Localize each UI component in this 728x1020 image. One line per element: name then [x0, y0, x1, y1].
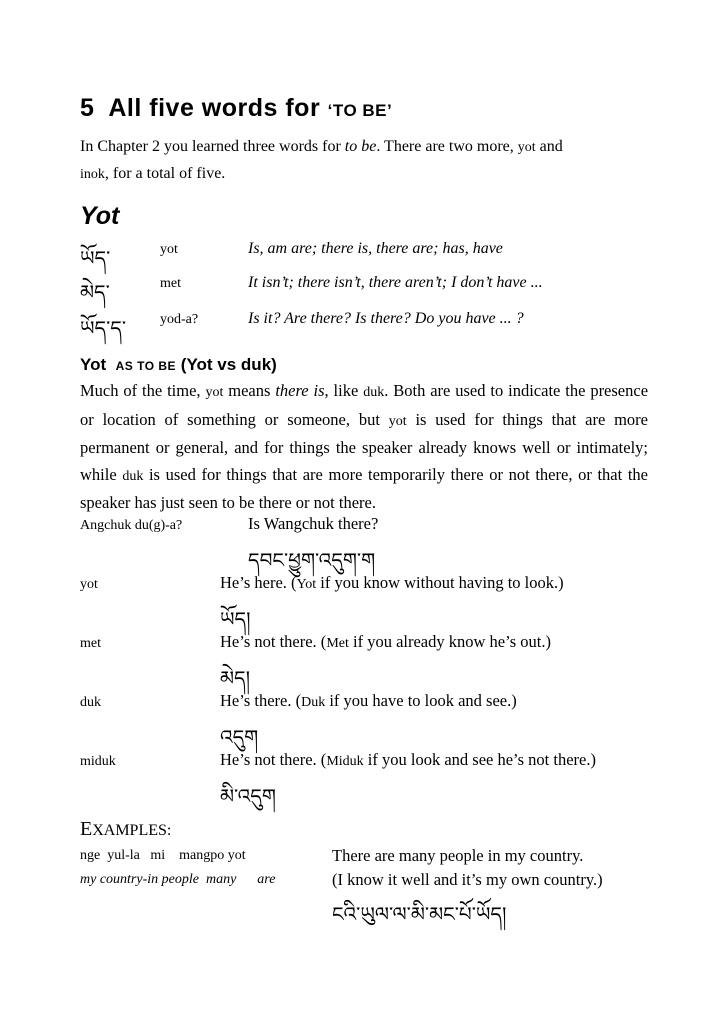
- dialogue-english-rest: if you know without having to look.): [316, 573, 564, 592]
- vocab-row: [80, 270, 650, 304]
- section-title-yot-vs-duk: [80, 355, 277, 375]
- vocab-gloss: Is it? Are there? Is there? Do you have ... ?: [248, 310, 524, 327]
- para-there-is: there is: [275, 381, 325, 400]
- section-vs-title-b: (Yot vs duk): [180, 355, 277, 374]
- intro-text-3: , for a total of five.: [104, 165, 226, 182]
- dialogue-english: [220, 750, 596, 770]
- intro-text-2: . There are two more,: [376, 138, 514, 155]
- vocab-tibetan: མེད་: [80, 280, 110, 304]
- examples-heading-first: E: [80, 818, 93, 840]
- vocab-row: [80, 306, 650, 340]
- vocab-roman: met: [160, 276, 181, 291]
- example-gloss: my country-in people many are: [80, 872, 276, 887]
- dialogue-tibetan: མེད།: [220, 666, 251, 690]
- examples-heading-rest: XAMPLES:: [92, 822, 172, 839]
- para-text: , like: [324, 381, 359, 400]
- dialogue-english-main: He’s here. (: [220, 573, 297, 592]
- vocab-roman: yod-a?: [160, 312, 199, 327]
- section-vs-title-a: Yot: [80, 355, 107, 374]
- example-tibetan: ངའི་ཡུལ་ལ་མི་མང་པོ་ཡོད།: [332, 902, 507, 926]
- para-yot: yot: [388, 413, 407, 429]
- dialogue-english: [220, 632, 551, 652]
- dialogue-english-term: Yot: [296, 577, 317, 592]
- para-text: is used for things that are more permanent or general, and for things the speaker already knows well or intimately; while: [80, 409, 649, 484]
- chapter-title: All five words for: [108, 94, 321, 122]
- vocab-roman: yot: [160, 242, 178, 257]
- intro-to-be: to be: [344, 138, 377, 155]
- examples-heading: [80, 818, 171, 841]
- vocab-tibetan: ཡོད་: [80, 246, 111, 270]
- intro-and: and: [539, 138, 563, 155]
- vocab-gloss: Is, am are; there is, there are; has, have: [248, 240, 503, 257]
- dialogue-english-term: Met: [326, 636, 349, 651]
- dialogue-tibetan: འདུག: [220, 725, 259, 749]
- yot-vs-duk-paragraph: [80, 378, 648, 517]
- dialogue-english-main: He’s not there. (: [220, 750, 327, 769]
- para-text: . Both are used to indicate the presence or location of something or someone, but: [80, 381, 649, 429]
- vocab-row: [80, 236, 650, 270]
- dialogue-english-rest: if you have to look and see.): [325, 691, 517, 710]
- example-roman: nge yul-la mi mangpo yot: [80, 848, 246, 863]
- para-duk: duk: [363, 385, 385, 400]
- para-duk: duk: [122, 468, 144, 484]
- para-text: Much of the time,: [80, 381, 201, 400]
- intro-inok: inok: [80, 167, 105, 182]
- vocab-tibetan: ཡོད་ད་: [80, 316, 127, 340]
- dialogue-english: [220, 691, 517, 711]
- dialogue-label: yot: [80, 577, 98, 592]
- dialogue-tibetan: མི་འདུག: [220, 784, 276, 808]
- section-title-yot: Yot: [80, 202, 120, 230]
- dialogue-english-rest: if you look and see he’s not there.): [363, 750, 596, 769]
- dialogue-label: miduk: [80, 754, 116, 769]
- dialogue-english: [220, 573, 564, 593]
- chapter-title-smallcaps: ‘TO BE’: [327, 101, 393, 120]
- para-text: is used for things that are more temporarily there or not there, or that the speaker has just seen to be there or not there.: [80, 464, 649, 512]
- chapter-heading: [80, 94, 392, 123]
- dialogue-label: met: [80, 636, 101, 651]
- dialogue-label: Angchuk du(g)-a?: [80, 518, 183, 533]
- dialogue-english-main: He’s not there. (: [220, 632, 327, 651]
- intro-text-1: In Chapter 2 you learned three words for: [80, 138, 341, 155]
- dialogue-english-term: Miduk: [326, 754, 364, 769]
- para-yot: yot: [205, 385, 224, 400]
- dialogue-english-rest: if you already know he’s out.): [348, 632, 551, 651]
- chapter-number: 5: [80, 94, 95, 122]
- intro-paragraph: [80, 134, 648, 188]
- dialogue-english-main: He’s there. (: [220, 691, 302, 710]
- dialogue-tibetan: ཡོད།: [220, 607, 251, 631]
- example-english-note: (I know it well and it’s my own country.): [332, 870, 603, 889]
- section-vs-title-smallcaps: AS TO BE: [115, 359, 177, 373]
- dialogue-english: Is Wangchuk there?: [248, 514, 379, 533]
- para-text: means: [228, 381, 271, 400]
- dialogue-english-term: Duk: [301, 695, 326, 710]
- dialogue-tibetan: དབང་ཕྱུག་འདུག་ག: [248, 548, 376, 572]
- vocab-gloss: It isn’t; there isn’t, there aren’t; I don’t have ...: [248, 274, 543, 291]
- example-english: There are many people in my country.: [332, 846, 584, 865]
- document-page: [80, 0, 650, 1020]
- dialogue-label: duk: [80, 695, 101, 710]
- intro-yot: yot: [517, 140, 536, 155]
